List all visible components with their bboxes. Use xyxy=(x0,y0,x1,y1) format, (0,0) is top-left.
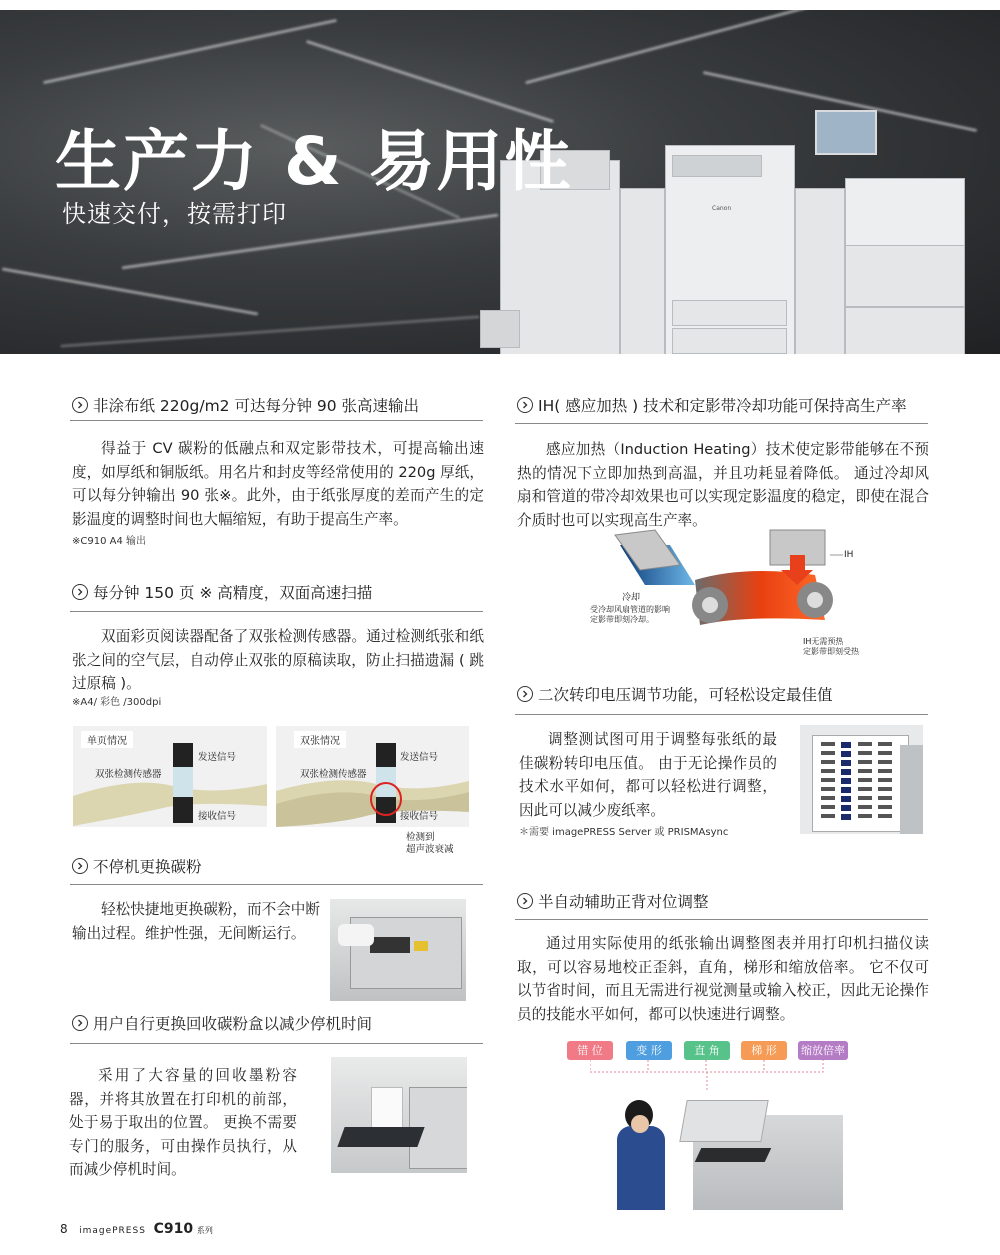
section-heading-induction-heating xyxy=(517,394,907,416)
section-heading-text: IH( 感应加热 ) 技术和定影带冷却功能可保持高生产率 xyxy=(538,397,907,415)
section-heading-scan xyxy=(72,581,372,603)
diagram-double-sheet xyxy=(276,726,469,827)
chevron-right-icon xyxy=(72,397,88,413)
chevron-right-icon xyxy=(72,1015,88,1031)
send-signal-label: 发送信号 xyxy=(198,752,237,763)
pill-distortion: 变 形 xyxy=(626,1041,672,1060)
receive-signal-label: 接收信号 xyxy=(198,811,237,822)
test-chart-photo xyxy=(800,725,923,834)
section-heading-text: 不停机更换碳粉 xyxy=(93,858,202,876)
footnote: ※A4/ 彩色 /300dpi xyxy=(72,697,162,708)
send-signal-label: 发送信号 xyxy=(400,752,439,763)
paragraph: 轻松快捷地更换碳粉，而不会中断输出过程。维护性强，无间断运行。 xyxy=(72,901,320,942)
divider xyxy=(70,611,483,612)
section-heading-text: 非涂布纸 220g/m2 可达每分钟 90 张高速输出 xyxy=(93,397,420,415)
footer-suffix: 系列 xyxy=(196,1226,213,1235)
diagram-tag: 单页情况 xyxy=(81,731,133,748)
page-footer xyxy=(60,1221,213,1237)
section-heading-paper-speed xyxy=(72,394,419,416)
section-heading-toner xyxy=(72,855,202,877)
sensor-label: 双张检测传感器 xyxy=(95,769,162,780)
paragraph: 通过用实际使用的纸张输出调整图表并用打印机扫描仪读取，可以容易地校正歪斜，直角，梯形和缩放倍率。 它不仅可以节省时间，而且无需进行视觉测量或输入校正，因此无论操作员的技能水平如何，都可以快速进行调整。 xyxy=(517,935,929,1023)
cooling-description: 受冷却风扇管道的影响 定影带即刻冷却。 xyxy=(590,605,670,624)
pill-connector-lines xyxy=(590,1060,830,1090)
ih-label: IH xyxy=(844,550,854,560)
chevron-right-icon xyxy=(517,397,533,413)
machine-brand: Canon xyxy=(712,205,732,212)
section-heading-waste-toner xyxy=(72,1012,372,1034)
chevron-right-icon xyxy=(517,686,533,702)
divider xyxy=(515,714,928,715)
footnote: ※C910 A4 输出 xyxy=(72,536,147,547)
section-heading-text: 半自动辅助正背对位调整 xyxy=(538,893,709,911)
attenuation-label: 检测到 超声波衰减 xyxy=(406,832,454,855)
ih-description: IH无需预热 定影带即刻受热 xyxy=(803,637,859,656)
footer-model: C910 xyxy=(153,1221,194,1237)
footer-brand: imagePRESS xyxy=(79,1226,146,1236)
paragraph: 调整测试图可用于调整每张纸的最佳碳粉转印电压值。 由于无论操作员的技术水平如何，都可以轻松进行调整，因此可以减少废纸率。 xyxy=(519,731,777,819)
section-heading-text: 用户自行更换回收碳粉盒以减少停机时间 xyxy=(93,1015,373,1033)
pill-trapezoid: 梯 形 xyxy=(741,1041,787,1060)
paragraph: 感应加热（Induction Heating）技术使定影带能够在不预热的情况下立即加热到高温，并且功耗显着降低。 通过冷却风扇和管道的带冷却效果也可以实现定影温度的稳定，即使在混合介质时也可以实现高生产率。 xyxy=(517,441,929,529)
section-heading-transfer-voltage xyxy=(517,683,833,705)
paragraph: 双面彩页阅读器配备了双张检测传感器。通过检测纸张和纸张之间的空气层，自动停止双张的原稿读取，防止扫描遗漏 ( 跳过原稿 )。 xyxy=(72,628,484,692)
pill-scaling: 缩放倍率 xyxy=(798,1041,848,1060)
pill-right-angle: 直 角 xyxy=(684,1041,730,1060)
paragraph: 采用了大容量的回收墨粉容器，并将其放置在打印机的前部，处于易于取出的位置。 更换不需要专门的服务，可由操作员执行，从而减少停机时间。 xyxy=(69,1067,297,1178)
paragraph: 得益于 CV 碳粉的低融点和双定影带技术，可提高输出速度，如厚纸和铜版纸。用名片和封皮等经常使用的 220g 厚纸，可以每分钟输出 90 张※。此外，由于纸张厚度的差而产生的定影温度的调整时间也大幅缩短，有助于提高生产率。 xyxy=(72,440,484,528)
divider xyxy=(515,423,928,424)
fuser-belt-diagram xyxy=(585,525,865,655)
receive-signal-label: 接收信号 xyxy=(400,811,439,822)
sensor-label: 双张检测传感器 xyxy=(300,769,367,780)
chevron-right-icon xyxy=(72,584,88,600)
page-number: 8 xyxy=(60,1222,68,1236)
diagram-single-sheet xyxy=(73,726,267,827)
operator-scanning-photo xyxy=(603,1090,843,1210)
cooling-label: 冷却 xyxy=(622,593,641,603)
section-heading-text: 二次转印电压调节功能，可轻松设定最佳值 xyxy=(538,686,833,704)
diagram-tag: 双张情况 xyxy=(294,731,346,748)
section-heading-registration xyxy=(517,890,709,912)
divider xyxy=(70,420,483,421)
page-title: 生产力 & 易用性 xyxy=(55,123,573,200)
toner-replacement-photo xyxy=(330,899,466,1001)
divider xyxy=(515,919,928,920)
footnote: ＊需要 imagePRESS Server 或 PRISMAsync xyxy=(519,827,729,838)
chevron-right-icon xyxy=(517,893,533,909)
waste-toner-box-photo xyxy=(331,1057,467,1173)
section-heading-text: 每分钟 150 页 ※ 高精度，双面高速扫描 xyxy=(93,584,373,602)
chevron-right-icon xyxy=(72,858,88,874)
divider xyxy=(70,1043,483,1044)
pill-misregistration: 错 位 xyxy=(567,1041,613,1060)
page-subtitle: 快速交付，按需打印 xyxy=(62,200,287,228)
divider xyxy=(70,884,483,885)
